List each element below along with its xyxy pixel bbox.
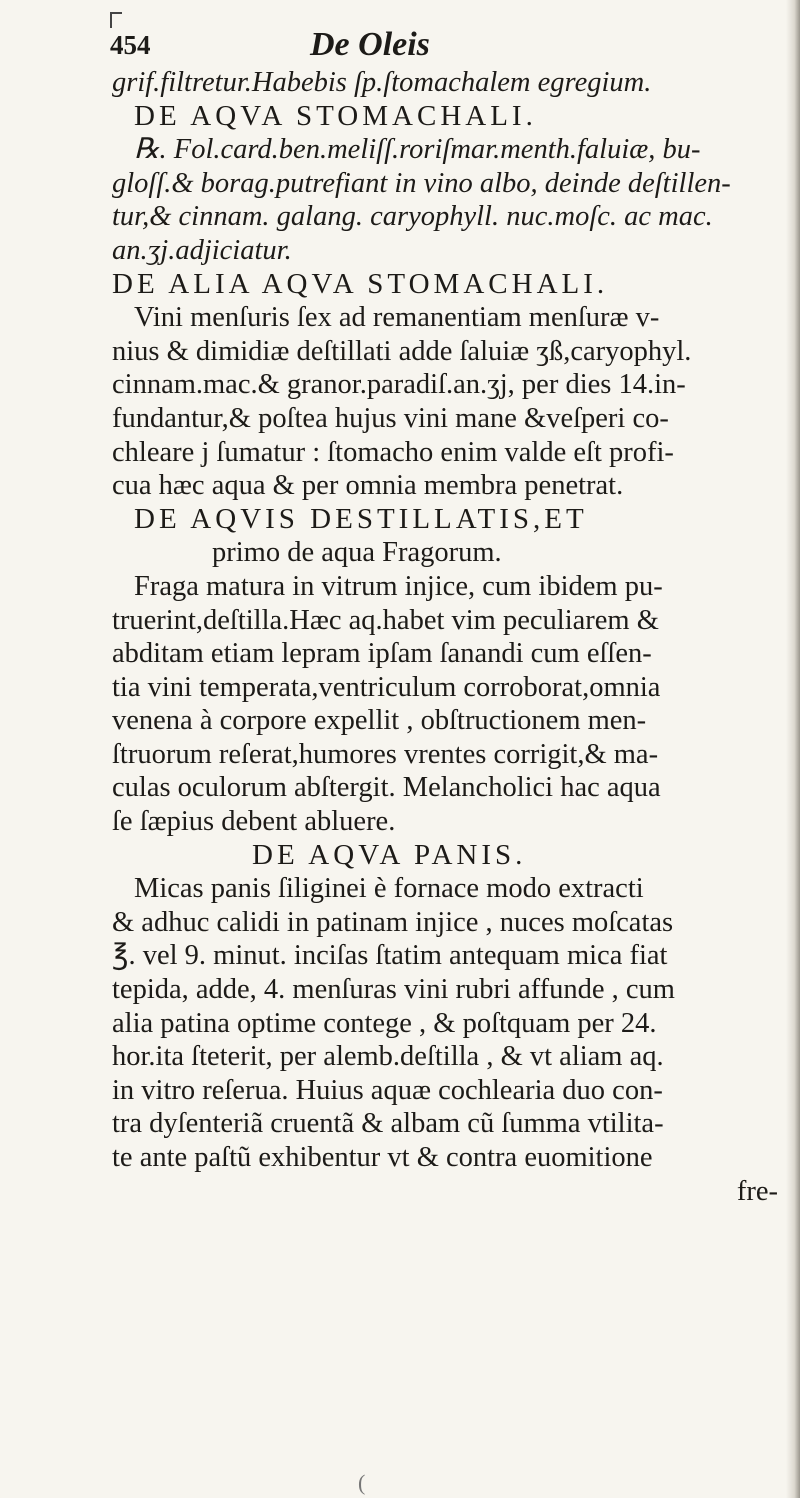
text-line: an.ʒj.adjiciatur. (112, 234, 292, 266)
text-line: nius & dimidiæ deſtillati adde ſaluiæ ʒß,caryophyl. (112, 335, 692, 367)
text-line: & adhuc calidi in patinam injice , nuces moſcatas (112, 906, 674, 938)
text-line: culas oculorum abſtergit. Melancholici hac aqua (112, 772, 661, 804)
section-heading: DE AQVIS DESTILLATIS,ET (134, 502, 588, 535)
text-line: tra dyſenteriã cruentã & albam cũ ſumma vtilita- (112, 1108, 664, 1140)
text-line: Micas panis ſiliginei è fornace modo extracti (134, 873, 644, 905)
text-line: ℞. Fol.card.ben.meliſſ.roriſmar.menth.faluiæ, bu- (134, 134, 701, 166)
text-line: tepida, adde, 4. menſuras vini rubri affunde , cum (112, 974, 675, 1006)
page-edge-shadow (786, 0, 800, 1498)
text-line: fundantur,& poſtea hujus vini mane &veſperi co- (112, 402, 669, 434)
corner-crop-mark (110, 12, 122, 28)
page-header (110, 12, 770, 68)
text-line: truerint,deſtilla.Hæc aq.habet vim peculiarem & (112, 604, 659, 636)
text-line: hor.ita ſteterit, per alemb.deſtilla , & vt aliam aq. (112, 1041, 664, 1073)
text-line: cinnam.mac.& granor.paradiſ.an.ʒj, per dies 14.in- (112, 369, 686, 401)
section-subheading: primo de aqua Fragorum. (212, 537, 502, 569)
text-line: ℥. vel 9. minut. inciſas ſtatim antequam mica fiat (112, 940, 668, 972)
text-line: ſe ſæpius debent abluere. (112, 806, 396, 838)
text-line: tur,& cinnam. galang. caryophyll. nuc.moſc. ac mac. (112, 201, 713, 233)
text-line: cua hæc aqua & per omnia membra penetrat. (112, 470, 624, 502)
text-line: te ante paſtũ exhibentur vt & contra euomitione (112, 1142, 653, 1173)
text-line: in vitro reſerua. Huius aquæ cochlearia duo con- (112, 1074, 663, 1106)
text-line: chleare j ſumatur : ſtomacho enim valde eſt profi- (112, 436, 674, 468)
text-line: venena à corpore expellit , obſtructionem men- (112, 705, 647, 737)
text-line: ſtruorum reſerat,humores vrentes corrigit,& ma- (112, 738, 659, 770)
footer-mark: ( (358, 1470, 366, 1495)
text-line: gloſſ.& borag.putrefiant in vino albo, deinde deſtillen- (112, 167, 731, 199)
catchword: fre- (736, 1175, 778, 1207)
section-heading: DE AQVA PANIS. (252, 838, 527, 871)
text-line: grif.filtretur.Habebis ſp.ſtomachalem egregium. (112, 67, 652, 98)
section-heading: DE ALIA AQVA STOMACHALI. (112, 267, 609, 300)
text-line: Fraga matura in vitrum injice, cum ibidem pu- (134, 570, 663, 602)
section-heading: DE AQVA STOMACHALI. (134, 99, 537, 132)
body-text (112, 66, 780, 1208)
text-line: tia vini temperata,ventriculum corroborat,omnia (112, 671, 661, 703)
text-line: Vini menſuris ſex ad remanentiam menſuræ v- (134, 302, 660, 334)
text-line: abditam etiam lepram ipſam ſanandi cum eſſen- (112, 638, 652, 670)
page-number: 454 (110, 30, 151, 60)
running-head: De Oleis (310, 26, 430, 63)
text-line: alia patina optime contege , & poſtquam per 24. (112, 1007, 657, 1039)
